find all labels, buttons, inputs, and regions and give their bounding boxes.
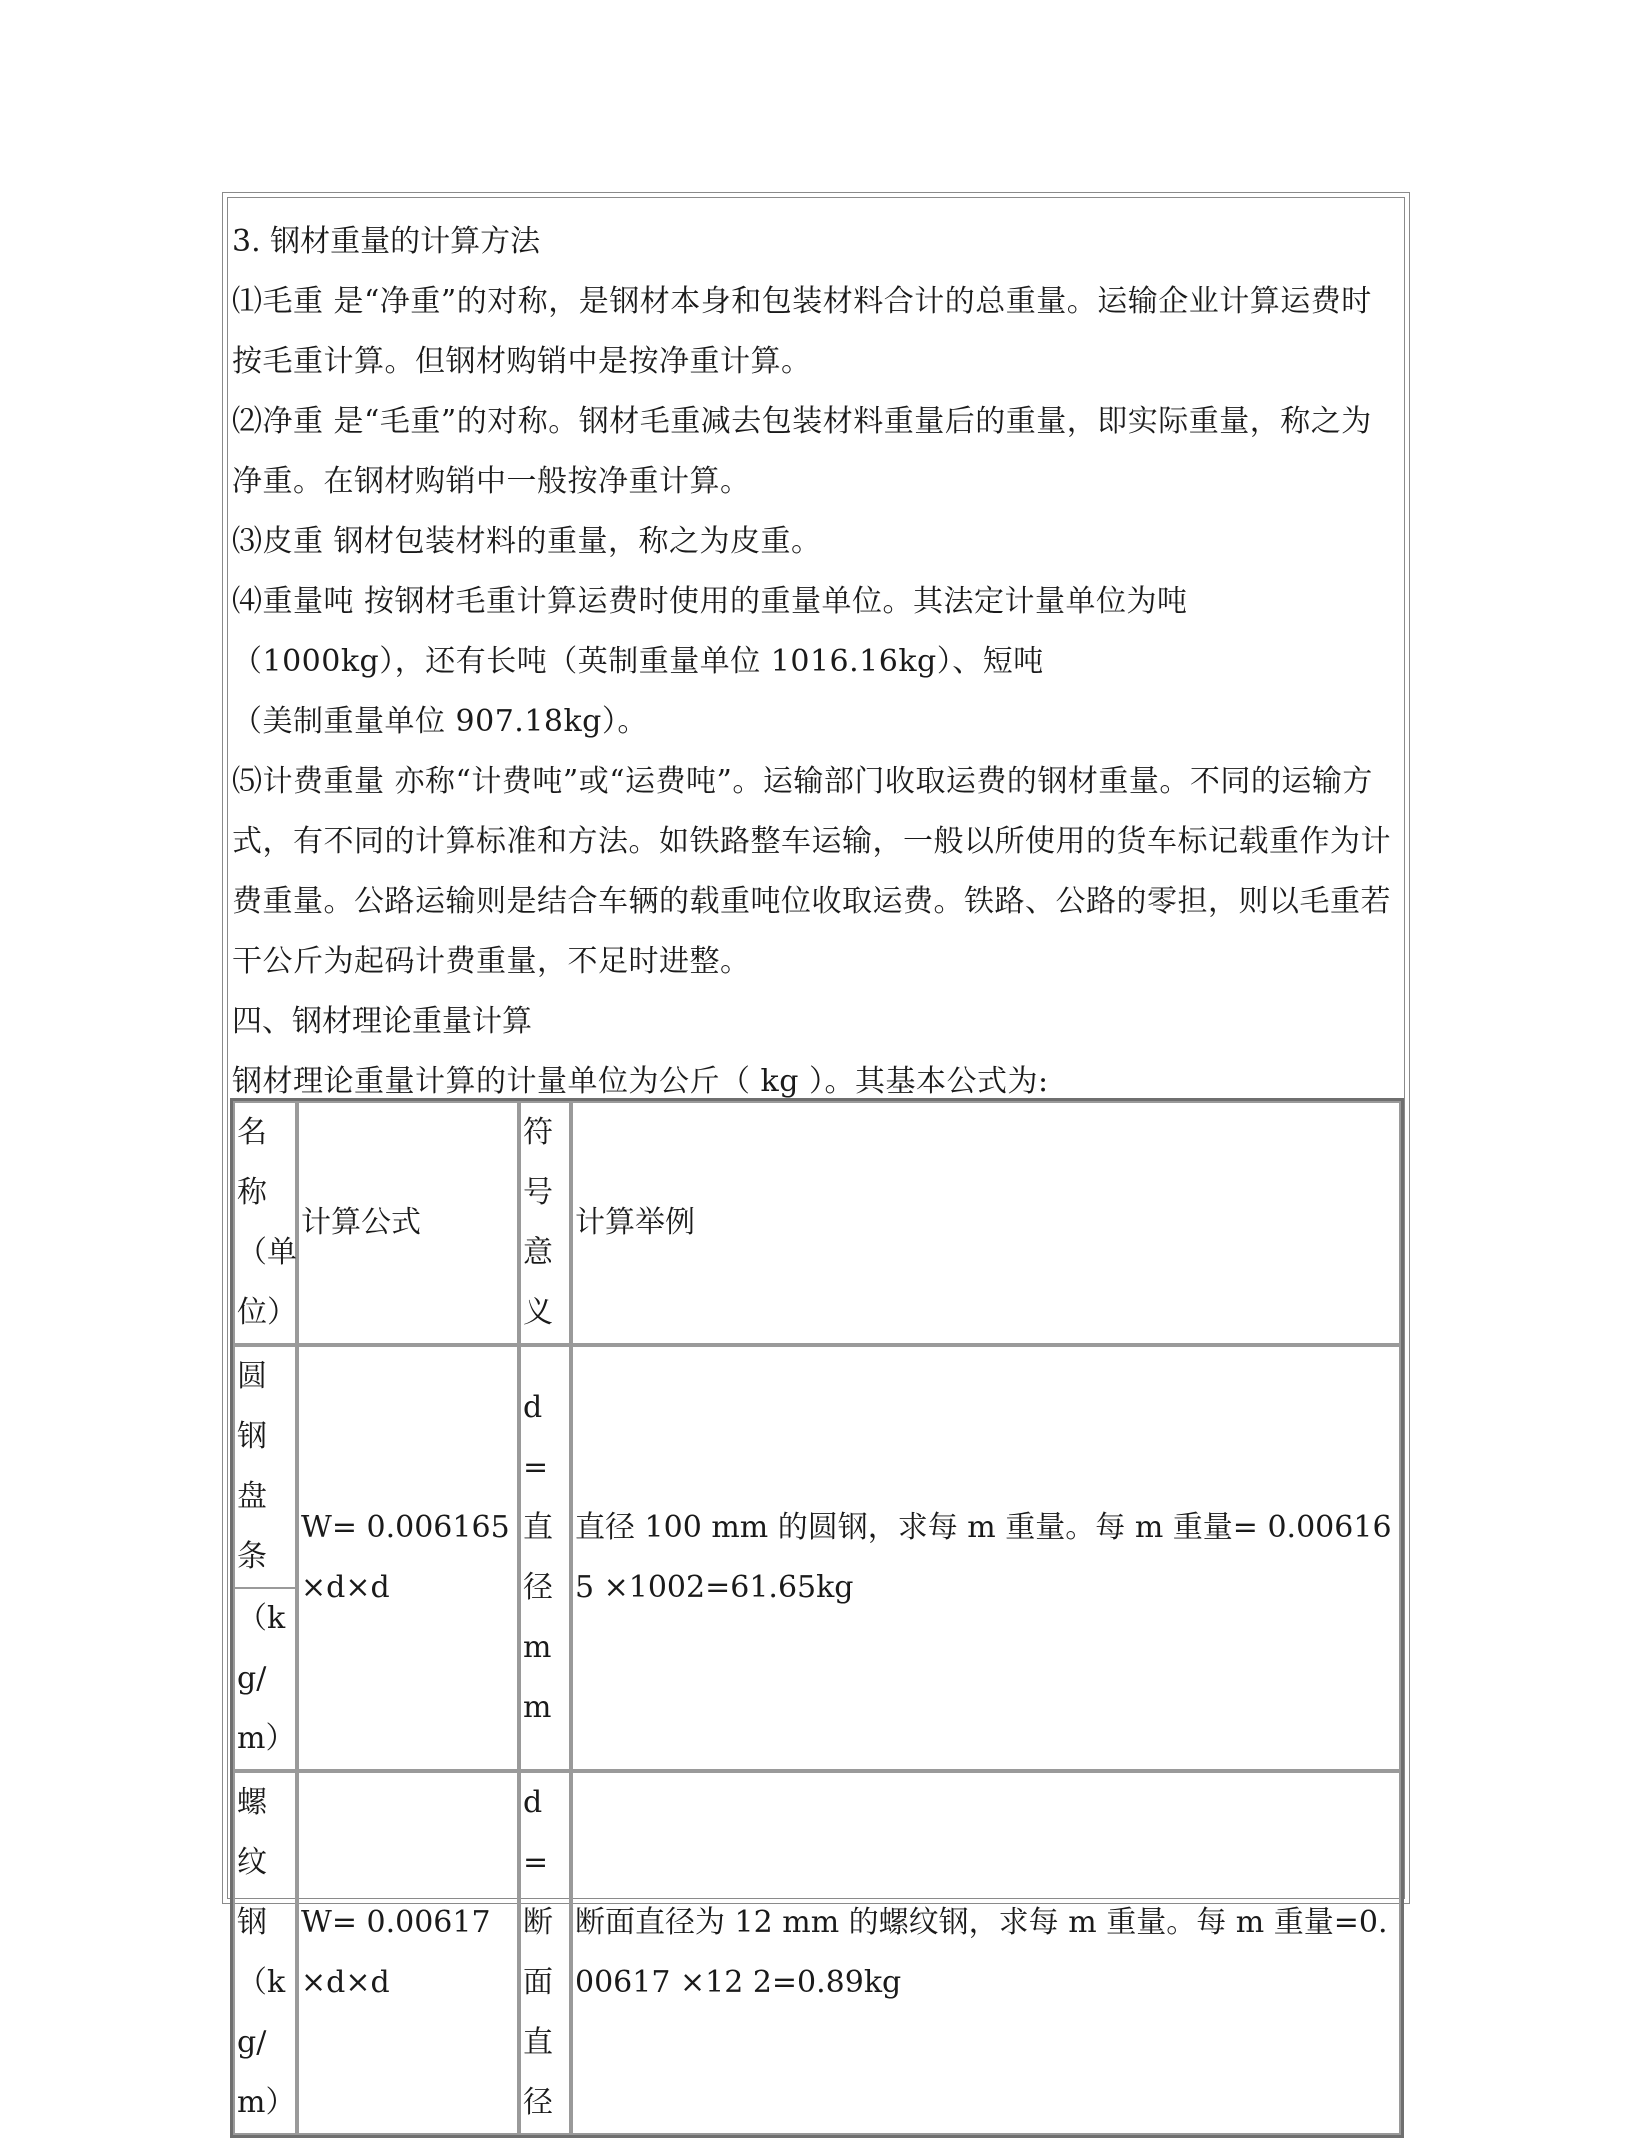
item-tare-weight: ⑶皮重 钢材包装材料的重量，称之为皮重。 [232, 524, 822, 559]
cell-symbol-rebar: d= 断面直径 [519, 1771, 571, 2135]
table-header-row [233, 1101, 1401, 1345]
table-row [233, 1345, 1401, 1771]
cell-name-rebar: 螺纹钢（kg/m） [233, 1771, 297, 2135]
header-example: 计算举例 [571, 1101, 1401, 1345]
cell-symbol-round-steel: d = 直径mm [519, 1345, 571, 1771]
section2-title: 四、钢材理论重量计算 [232, 1004, 532, 1039]
cell-example-rebar: 断面直径为 12 mm 的螺纹钢，求每 m 重量。每 m 重量=0.00617 ×12 2=0.89kg [571, 1771, 1401, 2135]
name-round-steel: 圆钢盘条 [235, 1347, 295, 1589]
header-symbol: 符号意义 [519, 1101, 571, 1345]
item-billing-weight: ⑸计费重量 亦称“计费吨”或“运费吨”。运输部门收取运费的钢材重量。不同的运输方式，有不同的计算标准和方法。如铁路整车运输，一般以所使用的货车标记载重作为计费重量。公路运输则是结合车辆的载重吨位收取运费。铁路、公路的零担，则以毛重若干公斤为起码计费重量，不足时进整。 [232, 764, 1391, 979]
table-row [233, 1771, 1401, 2135]
header-name: 名称（单位） [233, 1101, 297, 1345]
item-weight-ton-line3: （美制重量单位 907.18kg）。 [232, 704, 648, 739]
cell-name-round-steel [233, 1345, 297, 1771]
item-weight-ton-line2: （1000kg），还有长吨（英制重量单位 1016.16kg）、短吨 [232, 644, 1044, 679]
cell-formula-rebar: W= 0.00617 ×d×d [297, 1771, 519, 2135]
header-formula: 计算公式 [297, 1101, 519, 1345]
cell-example-round-steel: 直径 100 mm 的圆钢，求每 m 重量。每 m 重量= 0.006165 ×1002=61.65kg [571, 1345, 1401, 1771]
formula-table [230, 1098, 1404, 2138]
item-gross-weight: ⑴毛重 是“净重”的对称，是钢材本身和包装材料合计的总重量。运输企业计算运费时按毛重计算。但钢材购销中是按净重计算。 [232, 284, 1372, 379]
section-title: 3. 钢材重量的计算方法 [232, 224, 541, 259]
unit-round-steel: （kg/m） [237, 1601, 296, 1756]
section2-intro: 钢材理论重量计算的计量单位为公斤（ kg ）。其基本公式为: [232, 1064, 1049, 1099]
cell-formula-round-steel: W= 0.006165 ×d×d [297, 1345, 519, 1771]
content-block [232, 212, 1402, 1112]
item-weight-ton: ⑷重量吨 按钢材毛重计算运费时使用的重量单位。其法定计量单位为吨 [232, 584, 1188, 619]
item-net-weight: ⑵净重 是“毛重”的对称。钢材毛重减去包装材料重量后的重量，即实际重量，称之为净重。在钢材购销中一般按净重计算。 [232, 404, 1372, 499]
